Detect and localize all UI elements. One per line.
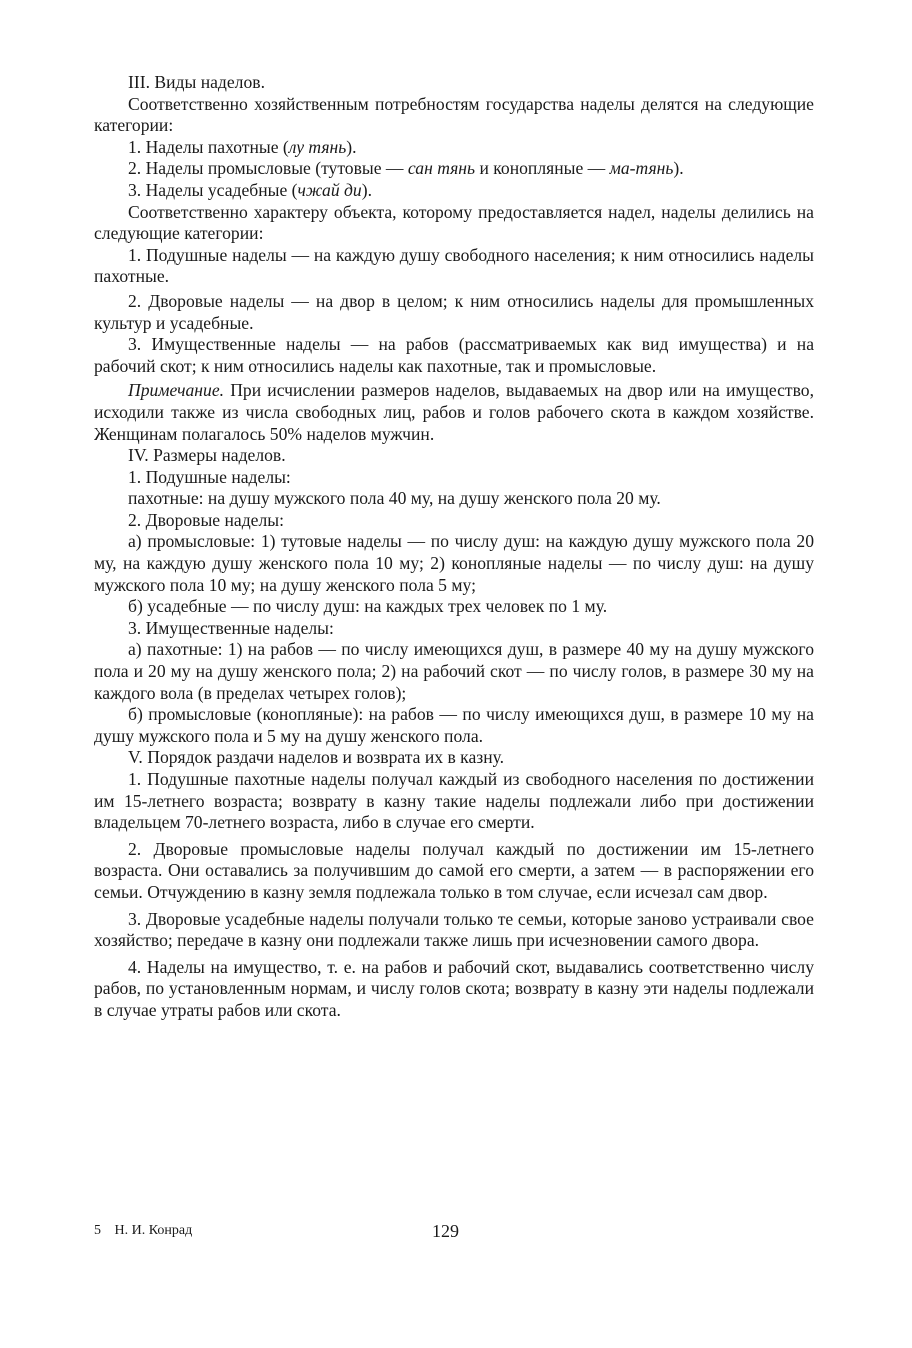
paragraph: [94, 245, 814, 288]
printer-signature: [94, 1223, 192, 1239]
paragraph: [94, 596, 814, 618]
text-run: 3. Имущественные наделы:: [128, 617, 334, 638]
text-run: При исчислении размеров наделов, выдаваемых на двор или на имущество, исходили также из числа свободных лиц, рабов и голов рабочего скота в каждом хозяйстве. Женщинам полагалось 50% наделов мужчин.: [94, 380, 814, 444]
paragraph: [94, 769, 814, 834]
paragraph: [94, 202, 814, 245]
italic-term: ма-тянь: [609, 158, 674, 179]
text-run: 3. Дворовые усадебные наделы получали только те семьи, которые заново устраивали свое хозяйство; передаче в казну они подлежали также лишь при исчезновении самого двора.: [94, 908, 814, 951]
text-run: ).: [673, 158, 684, 179]
text-run: III. Виды наделов.: [128, 72, 265, 92]
paragraph: [94, 639, 814, 704]
text-run: 3. Имущественные наделы — на рабов (рассматриваемых как вид имущества) и на рабочий скот; к ним относились наделы как пахотные, так и промысловые.: [94, 334, 814, 376]
paragraph: [94, 334, 814, 377]
text-run: б) усадебные — по числу душ: на каждых трех человек по 1 му.: [128, 596, 608, 617]
paragraph: [94, 957, 814, 1022]
text-run: а) пахотные: 1) на рабов — по числу имеющихся душ, в размере 40 му на душу мужского пола и 20 му на душу женского пола; 2) на рабочий скот — по числу голов, в размере 30 му на каждого вола (в пределах четырех голов);: [94, 639, 814, 703]
paragraph: [94, 704, 814, 747]
paragraph: [94, 94, 814, 137]
paragraph: [94, 291, 814, 334]
text-run: 1. Подушные наделы:: [128, 466, 291, 487]
text-run: Соответственно хозяйственным потребностям государства наделы делятся на следующие категории:: [94, 93, 814, 136]
paragraph: [94, 137, 814, 159]
paragraph: [94, 467, 814, 489]
page-body: [94, 72, 814, 1022]
text-run: ).: [346, 136, 357, 157]
paragraph: [94, 531, 814, 596]
page-number: 129: [432, 1221, 459, 1241]
paragraph: [94, 618, 814, 640]
paragraph: [94, 445, 814, 467]
text-run: б) промысловые (конопляные): на рабов — по числу имеющихся душ, в размере 10 му на душу мужского пола и 5 му на душу женского пола.: [94, 704, 814, 746]
paragraph: [94, 380, 814, 445]
page-footer: [94, 1221, 814, 1245]
paragraph: [94, 158, 814, 180]
paragraph: [94, 510, 814, 532]
text-run: 1. Подушные наделы — на каждую душу свободного населения; к ним относились наделы пахотные.: [94, 244, 814, 287]
text-run: 2. Дворовые промысловые наделы получал каждый по достижении им 15-летнего возраста. Они оставались за получившим до самой его смерти, а затем — в распоряжении его семьи. Отчуждению в казну земля подлежала только в том случае, если исчезал сам двор.: [94, 838, 814, 902]
signature-number: 5: [94, 1223, 101, 1238]
text-run: 1. Наделы пахотные (: [128, 136, 289, 157]
text-run: 2. Дворовые наделы:: [128, 509, 284, 530]
italic-term: Примечание.: [128, 380, 225, 401]
paragraph: [94, 839, 814, 904]
paragraph: [94, 747, 814, 769]
text-run: Соответственно характеру объекта, которому предоставляется надел, наделы делились на следующие категории:: [94, 201, 814, 244]
signature-name: Н. И. Конрад: [114, 1223, 193, 1238]
text-run: и конопляные —: [475, 158, 610, 179]
text-run: 1. Подушные пахотные наделы получал каждый из свободного населения по достижении им 15-летнего возраста; возврату в казну такие наделы подлежали либо при достижении владельцем 70-летнего возраста, либо в случае его смерти.: [94, 769, 814, 833]
italic-term: лу тянь: [288, 136, 347, 157]
paragraph: [94, 180, 814, 202]
text-run: а) промысловые: 1) тутовые наделы — по числу душ: на каждую душу мужского пола 20 му, на каждую душу женского пола 10 му; 2) конопляные наделы — по числу душ: на душу мужского пола 10 му; на душу женского пола 5 му;: [94, 531, 814, 595]
italic-term: чжай ди: [297, 179, 362, 200]
text-run: V. Порядок раздачи наделов и возврата их в казну.: [128, 747, 505, 768]
text-run: пахотные: на душу мужского пола 40 му, на душу женского пола 20 му.: [128, 488, 661, 509]
text-run: ).: [361, 179, 372, 200]
paragraph: [94, 909, 814, 952]
text-run: 2. Дворовые наделы — на двор в целом; к ним относились наделы для промышленных культур и усадебные.: [94, 290, 814, 333]
paragraph: [94, 488, 814, 510]
text-run: 3. Наделы усадебные (: [128, 179, 298, 200]
italic-term: сан тянь: [407, 158, 476, 179]
paragraph: [94, 72, 814, 94]
text-run: IV. Размеры наделов.: [128, 445, 286, 466]
text-run: 2. Наделы промысловые (тутовые —: [128, 158, 408, 179]
text-run: 4. Наделы на имущество, т. е. на рабов и рабочий скот, выдавались соответственно числу рабов, по установленным нормам, и числу голов скота; возврату в казну эти наделы подлежали в случае утраты рабов или скота.: [94, 956, 814, 1020]
